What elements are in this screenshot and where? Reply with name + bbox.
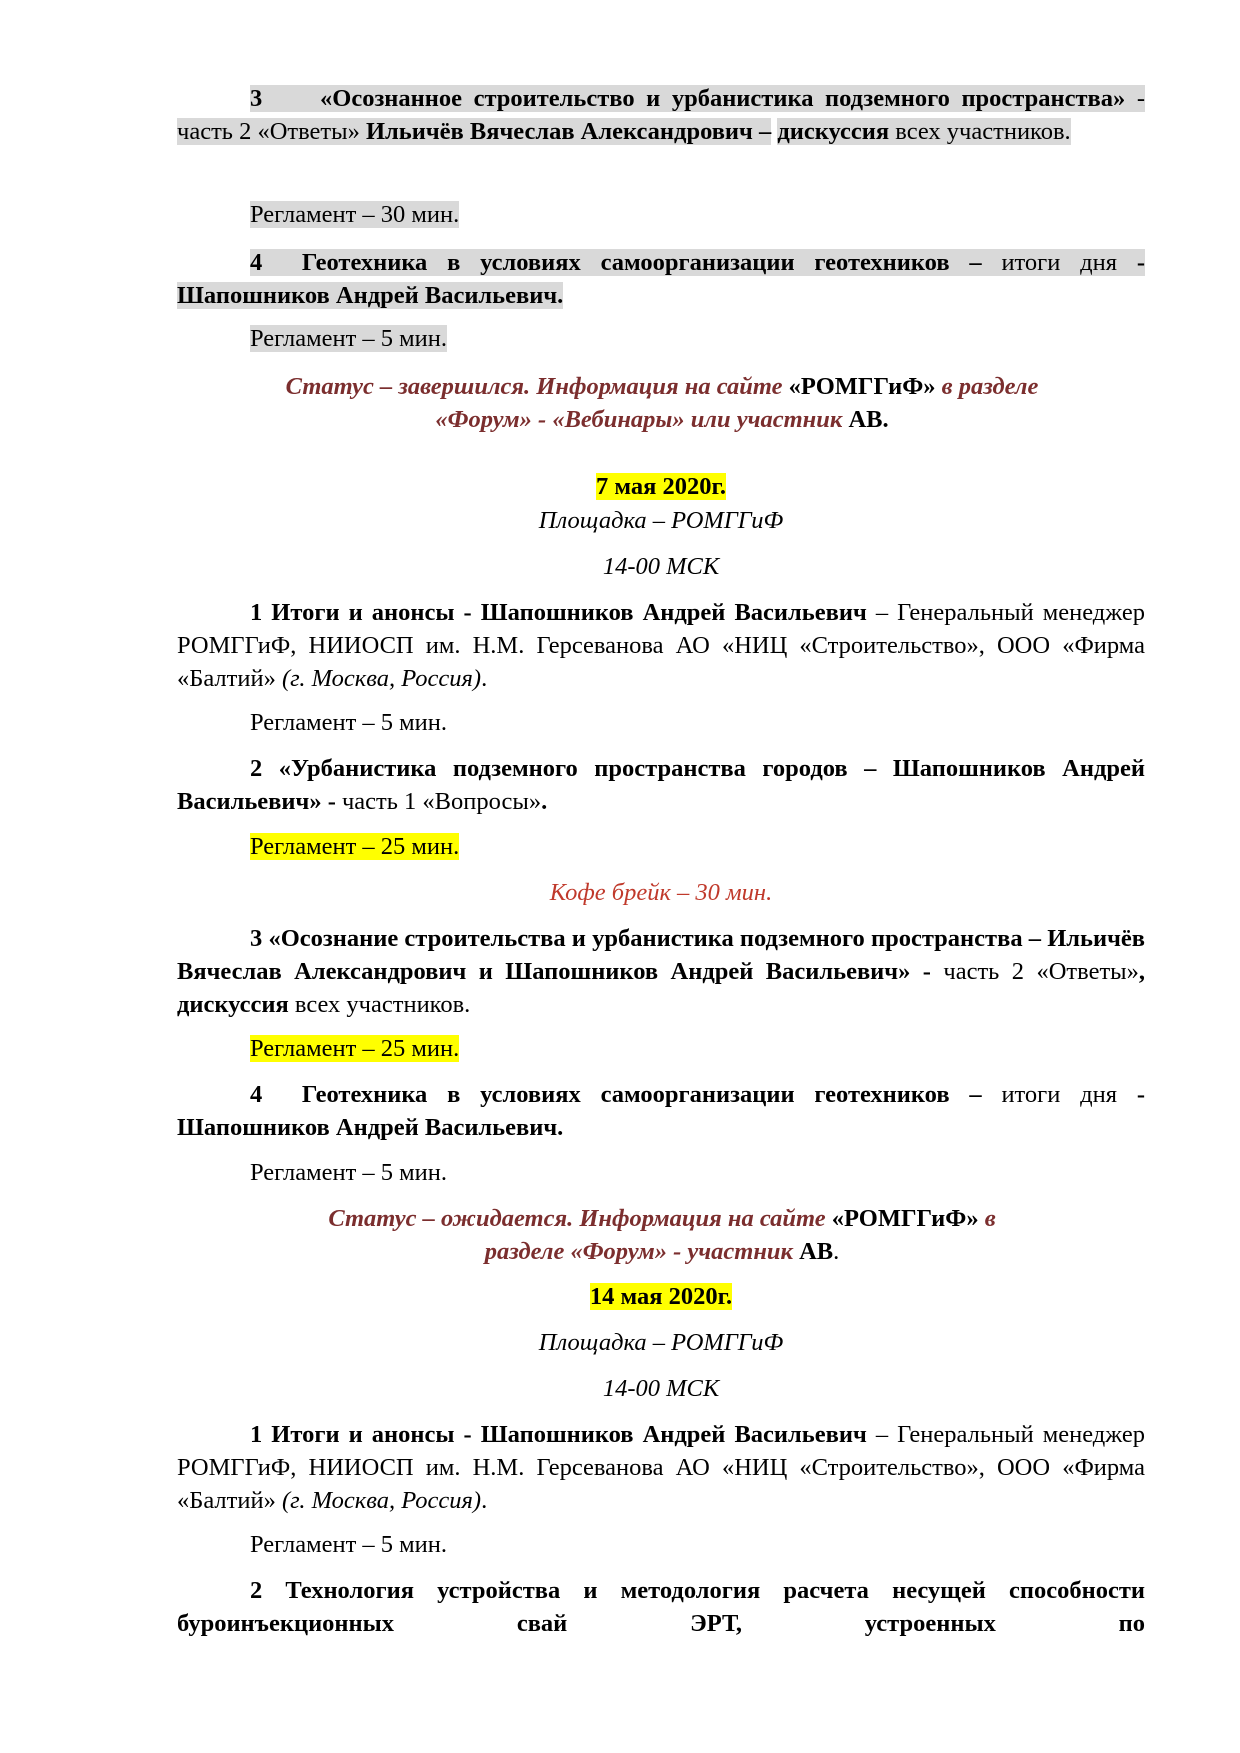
agenda-item-1: 1 Итоги и анонсы - Шапошников Андрей Васильевич – Генеральный менеджер РОМГГиФ, НИИОСП им. Н.М. Герсеванова АО «НИЦ «Строительство», ООО «Фирма «Балтий» (г. Москва, Россия). [177, 1421, 1145, 1514]
agenda-item-1: 1 Итоги и анонсы - Шапошников Андрей Васильевич – Генеральный менеджер РОМГГиФ, НИИОСП им. Н.М. Герсеванова АО «НИЦ «Строительство», ООО «Фирма «Балтий» (г. Москва, Россия). [177, 599, 1145, 692]
org-name: «РОМГГиФ» [788, 373, 936, 400]
agenda-item-2: 2 «Урбанистика подземного пространства городов – Шапошников Андрей Васильевич» - часть 1 «Вопросы». [177, 755, 1145, 815]
regulation: Регламент – 5 мин. [250, 325, 448, 352]
org-name: «РОМГГиФ» [831, 1205, 979, 1232]
start-time: 14-00 МСК [602, 553, 720, 580]
item-number: 4 [250, 249, 263, 276]
regulation: Регламент – 25 мин. [250, 833, 460, 860]
agenda-item-3 [177, 82, 1145, 148]
regulation: Регламент – 5 мин. [250, 1531, 448, 1558]
item-number: 3 [250, 85, 263, 112]
agenda-item-2: 2 Технология устройства и методология расчета несущей способности буроинъекционных свай ЭРТ, устроенных по [177, 1577, 1145, 1637]
agenda-item-3: 3 «Осознание строительства и урбанистика подземного пространства – Ильичёв Вячеслав Александрович и Шапошников Андрей Васильевич» - часть 2 «Ответы», дискуссия всех участников. [177, 925, 1145, 1018]
agenda-item-4: 4 Геотехника в условиях самоорганизации геотехников – итоги дня - Шапошников Андрей Васильевич. [177, 1081, 1145, 1141]
start-time: 14-00 МСК [602, 1375, 720, 1402]
regulation: Регламент – 5 мин. [250, 709, 448, 736]
coffee-break: Кофе брейк – 30 мин. [549, 879, 773, 906]
item-title: «Осознанное строительство и урбанистика подземного пространства» [320, 85, 1126, 112]
item-part: - часть 2 «Ответы» [177, 85, 1145, 145]
status-note: Статус – завершился. Информация на сайте «РОМГГиФ» в разделе «Форум» - «Вебинары» или участник АВ. [285, 373, 1039, 433]
item-tail: всех участников. [889, 118, 1071, 145]
item-speaker: - Шапошников Андрей Васильевич. [177, 249, 1145, 309]
regulation: Регламент – 30 мин. [250, 201, 460, 228]
regulation: Регламент – 25 мин. [250, 1035, 460, 1062]
agenda-item-4: 4 Геотехника в условиях самоорганизации геотехников – итоги дня - Шапошников Андрей Васильевич. [177, 249, 1145, 309]
date-heading: 14 мая 2020г. [589, 1283, 733, 1310]
item-speaker: Ильичёв Вячеслав Александрович – [365, 118, 772, 145]
date-heading: 7 мая 2020г. [595, 473, 726, 500]
venue: Площадка – РОМГГиФ [538, 507, 784, 534]
item-discussion: дискуссия [777, 118, 890, 145]
item-title: Геотехника в условиях самоорганизации геотехников – [301, 249, 982, 276]
regulation: Регламент – 5 мин. [250, 1159, 448, 1186]
venue: Площадка – РОМГГиФ [538, 1329, 784, 1356]
status-note: Статус – ожидается. Информация на сайте «РОМГГиФ» в разделе «Форум» - участник АВ. [328, 1205, 996, 1265]
